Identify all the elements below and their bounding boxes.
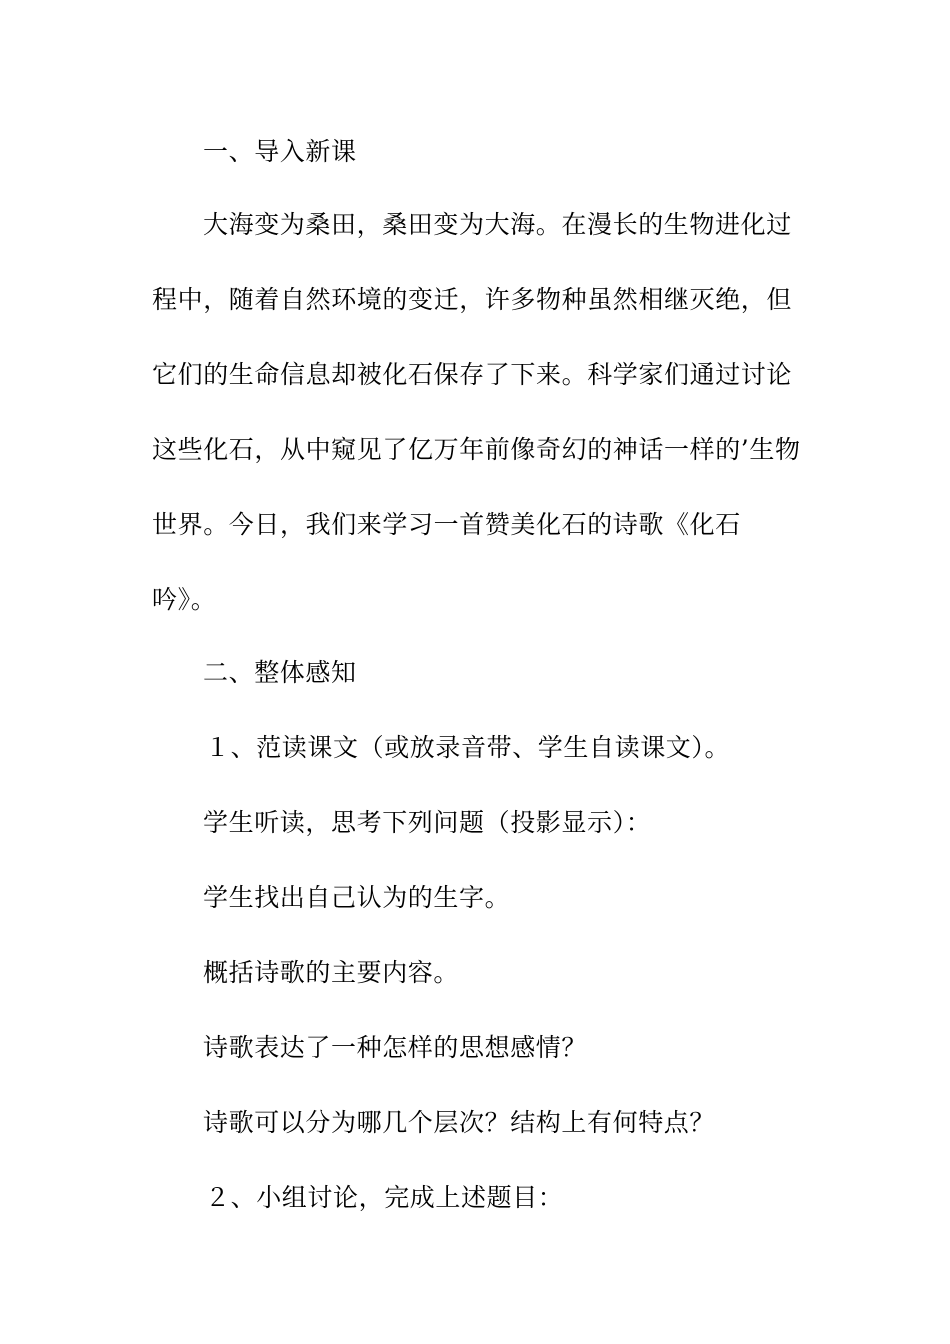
paragraph-line: 程中，随着自然环境的变迁，许多物种虽然相继灭绝，但 <box>152 285 793 314</box>
question-prompt: 学生听读，思考下列问题（投影显示）： <box>203 808 652 837</box>
section-heading-overview: 二、整体感知 <box>203 658 357 687</box>
question-item: 概括诗歌的主要内容。 <box>203 958 460 987</box>
paragraph-line: 这些化石，从中窥见了亿万年前像奇幻的神话一样的’生物 <box>152 435 801 464</box>
numbered-item: ２、小组讨论，完成上述题目： <box>205 1183 564 1212</box>
paragraph-line: 它们的生命信息却被化石保存了下来。科学家们通过讨论 <box>152 360 793 389</box>
question-item: 诗歌表达了一种怎样的思想感情？ <box>203 1033 588 1062</box>
section-heading-intro: 一、导入新课 <box>203 137 357 166</box>
question-item: 学生找出自己认为的生字。 <box>203 883 511 912</box>
paragraph-line: 世界。今日，我们来学习一首赞美化石的诗歌《化石 <box>152 510 741 539</box>
paragraph-line: 大海变为桑田，桑田变为大海。在漫长的生物进化过 <box>203 210 792 239</box>
paragraph-line: 吟》。 <box>152 585 217 614</box>
question-item: 诗歌可以分为哪几个层次？结构上有何特点？ <box>203 1108 716 1137</box>
numbered-item: １、范读课文（或放录音带、学生自读课文）。 <box>205 733 731 762</box>
